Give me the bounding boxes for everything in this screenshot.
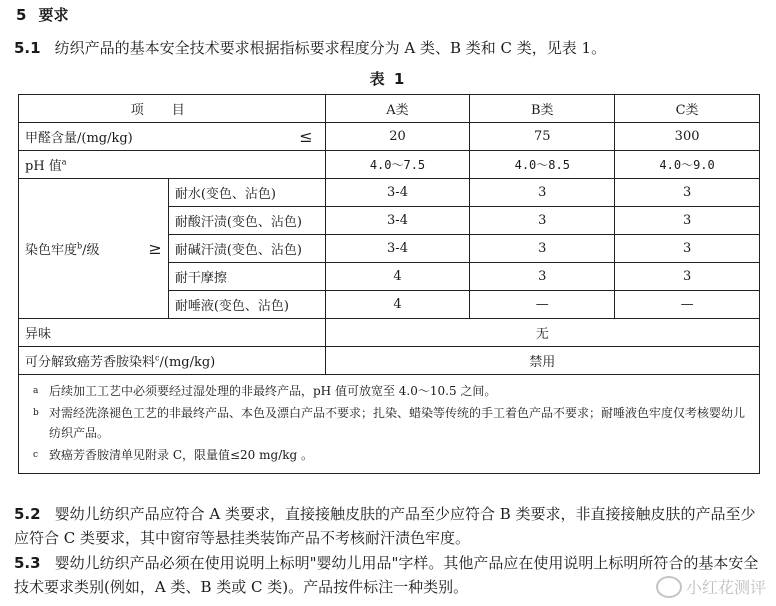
footnote: b 对需经洗涤褪色工艺的非最终产品、本色及漂白产品不要求；扎染、蜡染等传统的手工着色产品不要求；耐唾液色牢度仅考核婴幼儿纺织产品。 <box>33 406 746 440</box>
less-equal-symbol: ≤ <box>299 127 313 146</box>
fastness-name: 耐碱汗渍(变色、沾色) <box>168 235 325 263</box>
footnote: a 后续加工工艺中必须要经过湿处理的非最终产品，pH 值可放宽至 4.0～10.5 之间。 <box>33 384 497 398</box>
table-row-formaldehyde <box>19 123 760 151</box>
paragraph-number: 5.3 <box>14 554 41 572</box>
cell-all-classes: 禁用 <box>325 347 759 375</box>
paragraph-number: 5.2 <box>14 505 41 523</box>
cell-a: 4.0～7.5 <box>325 151 470 179</box>
section-number: 5 <box>16 6 27 24</box>
paragraph-5-2 <box>14 502 764 550</box>
cell-b: 3 <box>470 207 615 235</box>
cell-a: 3-4 <box>325 207 470 235</box>
table-row-ph <box>19 151 760 179</box>
cell-b: 4.0～8.5 <box>470 151 615 179</box>
cell-a: 3-4 <box>325 235 470 263</box>
footnote-mark: a <box>61 157 67 167</box>
cell-all-classes: 无 <box>325 319 759 347</box>
requirements-table <box>18 94 760 474</box>
cell-c: 3 <box>615 179 760 207</box>
table-header-row <box>19 95 760 123</box>
row-label: 可分解致癌芳香胺染料$^c$/(mg/kg) <box>19 347 326 375</box>
fastness-name: 耐唾液(变色、沾色) <box>168 291 325 319</box>
table-caption: 表 1 <box>369 70 407 88</box>
cell-c: 3 <box>615 207 760 235</box>
paragraph-text: 婴幼儿纺织产品应符合 A 类要求，直接接触皮肤的产品至少应符合 B 类要求，非直接接触皮肤的产品至少应符合 C 类要求，其中窗帘等悬挂类装饰产品不考核耐汗渍色牢度。 <box>14 505 756 547</box>
paragraph-number: 5.1 <box>14 39 41 57</box>
section-heading <box>16 4 68 25</box>
paragraph-text: 纺织产品的基本安全技术要求根据指标要求程度分为 A 类、B 类和 C 类，见表 1。 <box>54 39 607 57</box>
cell-b: 75 <box>470 123 615 151</box>
table-row-fastness <box>19 179 760 207</box>
section-title: 要求 <box>38 6 69 24</box>
cell-c: 4.0～9.0 <box>615 151 760 179</box>
footnote: c 致癌芳香胺清单见附录 C，限量值≤20 mg/kg 。 <box>33 448 314 462</box>
fastness-name: 耐干摩擦 <box>168 263 325 291</box>
cell-b: 3 <box>470 235 615 263</box>
fastness-name: 耐水(变色、沾色) <box>168 179 325 207</box>
row-label: pH 值$^a$ <box>19 151 326 179</box>
paragraph-5-1 <box>14 36 764 60</box>
header-item: 项目 <box>19 95 326 123</box>
cell-c: 300 <box>615 123 760 151</box>
paragraph-text: 婴幼儿纺织产品必须在使用说明上标明"婴幼儿用品"字样。其他产品应在使用说明上标明所符合的基本安全技术要求类别(例如，A 类、B 类或 C 类)。产品按件标注一种类别。 <box>14 554 759 596</box>
weibo-icon <box>656 576 682 598</box>
table-notes <box>19 375 760 474</box>
fastness-name: 耐酸汗渍(变色、沾色) <box>168 207 325 235</box>
cell-c: 3 <box>615 235 760 263</box>
watermark <box>656 575 766 598</box>
cell-a: 20 <box>325 123 470 151</box>
cell-a: 4 <box>325 291 470 319</box>
cell-b: — <box>470 291 615 319</box>
header-class-b: B类 <box>470 95 615 123</box>
row-label-fastness: 染色牢度$^b$/级 ≥ <box>19 179 169 319</box>
header-class-a: A类 <box>325 95 470 123</box>
cell-a: 3-4 <box>325 179 470 207</box>
table-row-odor <box>19 319 760 347</box>
table-notes-row <box>19 375 760 474</box>
header-class-c: C类 <box>615 95 760 123</box>
table-row-azo-dyes <box>19 347 760 375</box>
cell-c: 3 <box>615 263 760 291</box>
cell-c: — <box>615 291 760 319</box>
greater-equal-symbol: ≥ <box>148 239 162 258</box>
cell-b: 3 <box>470 263 615 291</box>
watermark-text: 小红花测评 <box>685 578 766 597</box>
cell-b: 3 <box>470 179 615 207</box>
row-label: 甲醛含量/(mg/kg) ≤ <box>19 123 326 151</box>
cell-a: 4 <box>325 263 470 291</box>
row-label: 异味 <box>19 319 326 347</box>
paragraph-5-3 <box>14 551 764 599</box>
